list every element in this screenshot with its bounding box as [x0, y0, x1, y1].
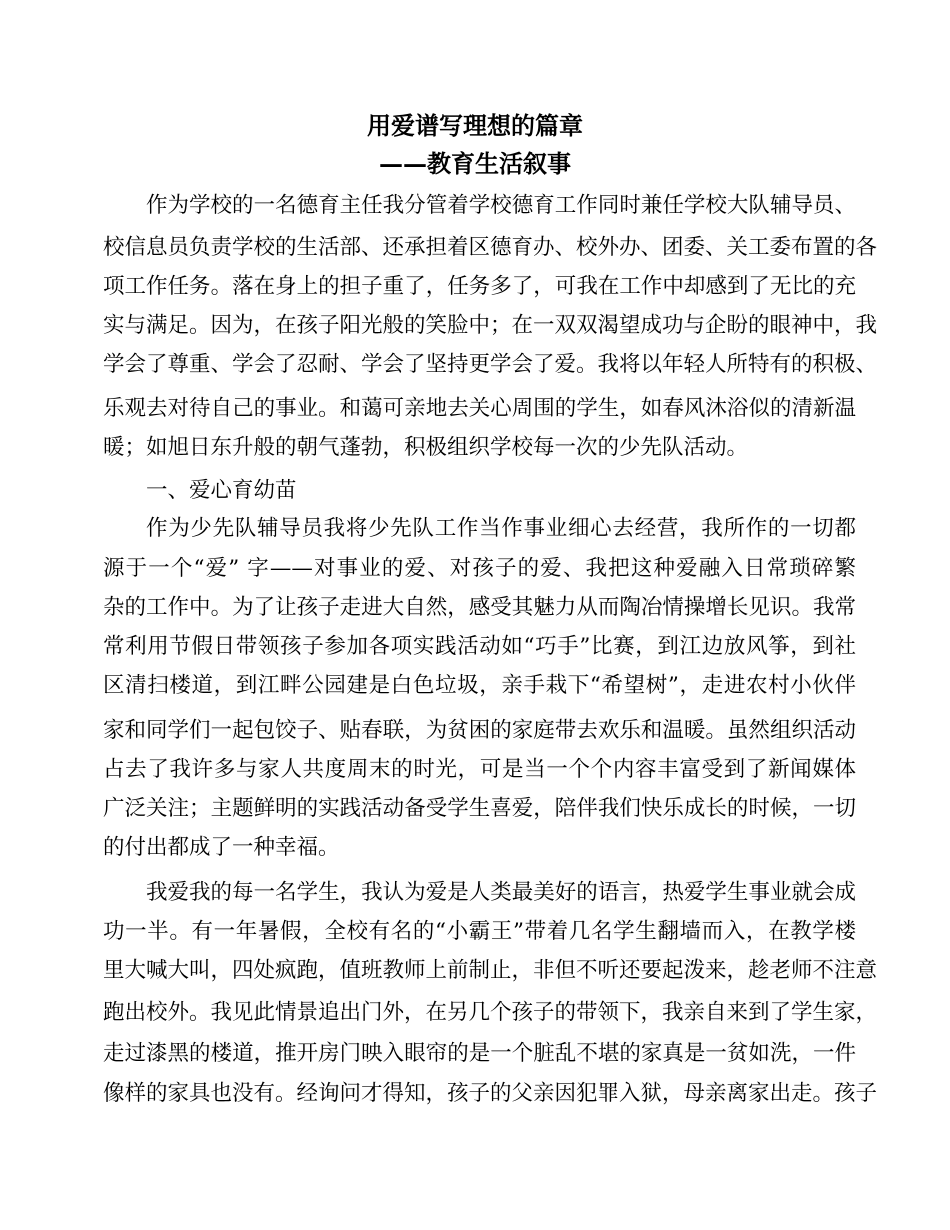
paragraph-2-line: 常利用节假日带领孩子参加各项实践活动如“巧手”比赛，到江边放风筝，到社 — [103, 634, 856, 659]
paragraph-1-line: 作为学校的一名德育主任我分管着学校德育工作同时兼任学校大队辅导员、 — [146, 193, 856, 218]
paragraph-1-line: 实与满足。因为，在孩子阳光般的笑脸中；在一双双渴望成功与企盼的眼神中，我 — [103, 313, 878, 338]
paragraph-2-line: 广泛关注；主题鲜明的实践活动备受学生喜爱，陪伴我们快乐成长的时候，一切 — [103, 796, 856, 821]
paragraph-2-line: 家和同学们一起包饺子、贴春联，为贫困的家庭带去欢乐和温暖。虽然组织活动 — [103, 718, 856, 743]
paragraph-2-line: 杂的工作中。为了让孩子走进大自然，感受其魅力从而陶冶情操增长见识。我常 — [103, 595, 856, 620]
paragraph-2-line: 占去了我许多与家人共度周末的时光，可是当一个个内容丰富受到了新闻媒体 — [103, 757, 856, 782]
paragraph-1-line: 暖；如旭日东升般的朝气蓬勃，积极组织学校每一次的少先队活动。 — [103, 435, 749, 460]
paragraph-3-line: 我爱我的每一名学生，我认为爱是人类最美好的语言，热爱学生事业就会成 — [146, 880, 856, 905]
paragraph-2-line: 作为少先队辅导员我将少先队工作当作事业细心去经营，我所作的一切都 — [146, 516, 856, 541]
paragraph-3-line: 功一半。有一年暑假，全校有名的“小霸王”带着几名学生翻墙而入，在教学楼 — [103, 919, 856, 944]
paragraph-1-line: 项工作任务。落在身上的担子重了，任务多了，可我在工作中却感到了无比的充 — [103, 274, 856, 299]
paragraph-2-line: 源于一个“爱” 字——对事业的爱、对孩子的爱、我把这种爱融入日常琐碎繁 — [103, 556, 856, 581]
paragraph-3-line: 跑出校外。我见此情景追出门外，在另几个孩子的带领下，我亲自来到了学生家， — [103, 1000, 878, 1025]
paragraph-3-line: 里大喊大叫，四处疯跑，值班教师上前制止，非但不听还要起泼来，趁老师不注意 — [103, 958, 878, 983]
document-subtitle: ——教育生活叙事 — [379, 149, 571, 178]
paragraph-1-line: 校信息员负责学校的生活部、还承担着区德育办、校外办、团委、关工委布置的各 — [103, 235, 878, 260]
paragraph-2-line: 的付出都成了一种幸福。 — [103, 835, 340, 860]
paragraph-1-line: 学会了尊重、学会了忍耐、学会了坚持更学会了爱。我将以年轻人所特有的积极、 — [103, 352, 878, 377]
paragraph-1-line: 乐观去对待自己的事业。和蔼可亲地去关心周围的学生，如春风沐浴似的清新温 — [103, 396, 856, 421]
document-title: 用爱谱写理想的篇章 — [367, 111, 583, 140]
paragraph-3-line: 像样的家具也没有。经询问才得知，孩子的父亲因犯罪入狱，母亲离家出走。孩子 — [103, 1081, 878, 1106]
paragraph-2-line: 区清扫楼道，到江畔公园建是白色垃圾，亲手栽下“希望树”，走进农村小伙伴 — [103, 673, 856, 698]
section-heading: 一、爱心育幼苗 — [146, 478, 297, 503]
paragraph-3-line: 走过漆黑的楼道，推开房门映入眼帘的是一个脏乱不堪的家真是一贫如洗，一件 — [103, 1041, 856, 1066]
